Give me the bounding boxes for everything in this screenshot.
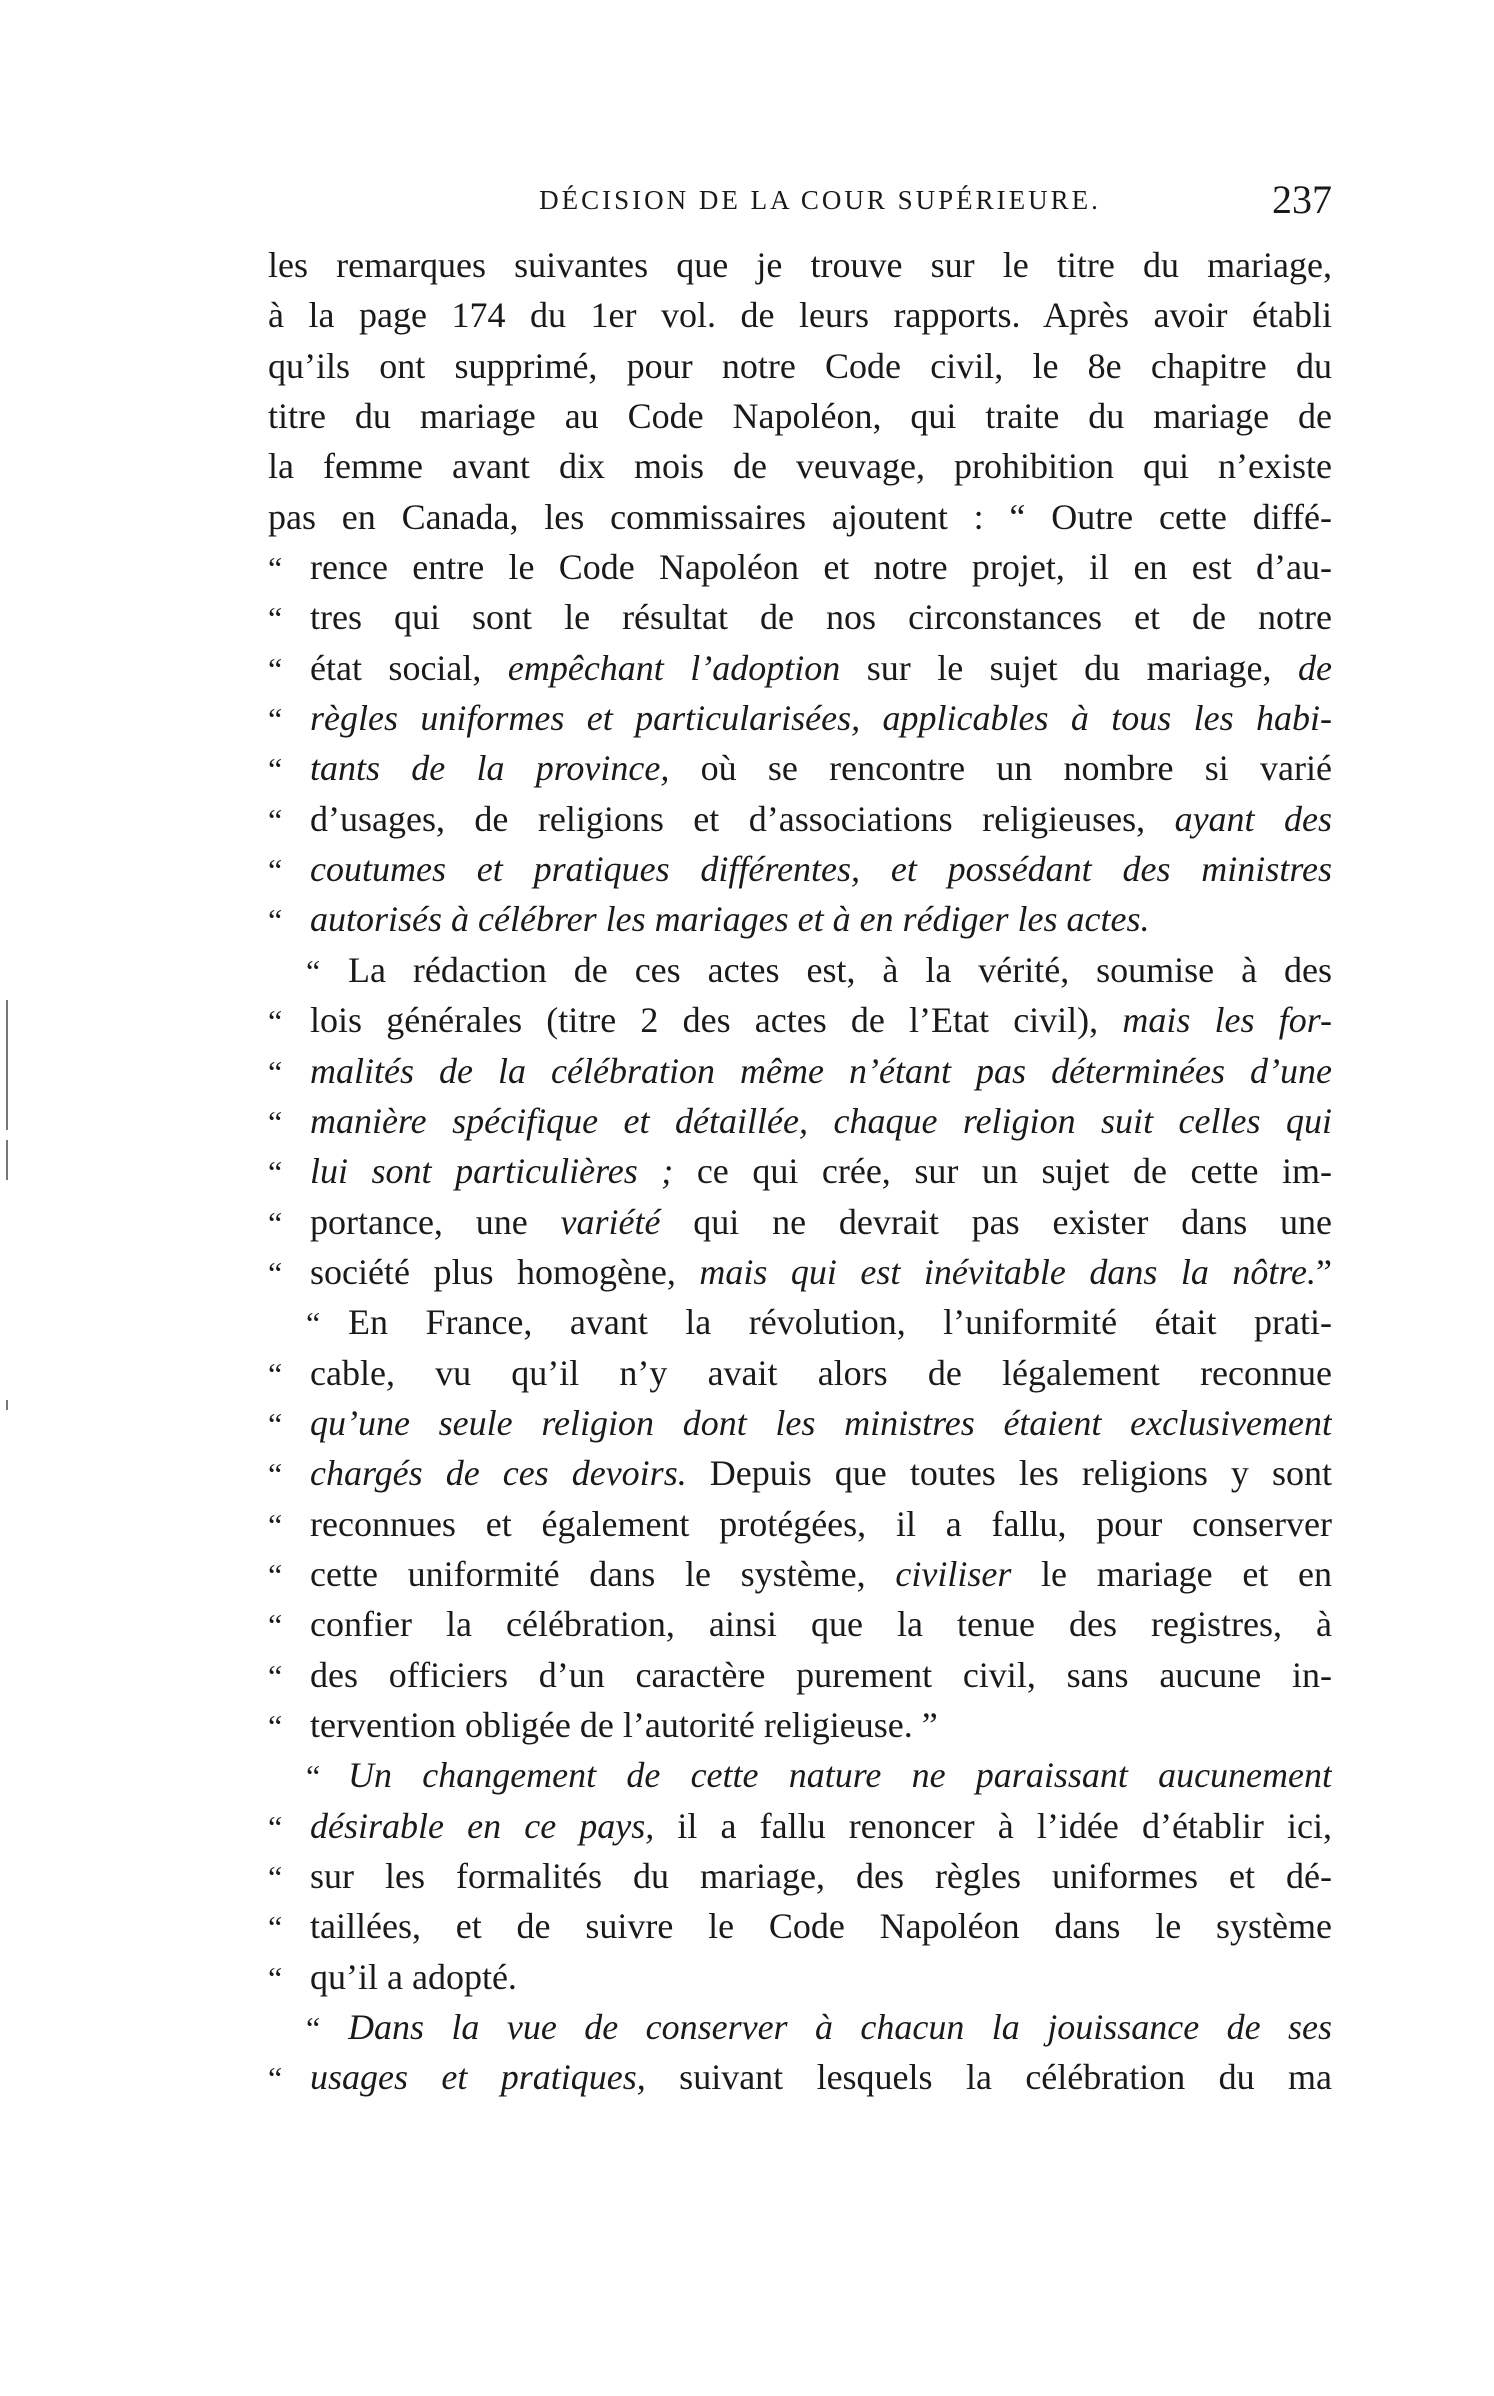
- text-segment: cette uniformité dans le système,: [310, 1553, 896, 1594]
- text-line: [268, 1750, 1332, 1800]
- text-segment: les remarques suivantes que je trouve sur le titre du mariage,: [268, 245, 1332, 285]
- line-text: [310, 1952, 1332, 2002]
- line-text: [310, 1499, 1332, 1549]
- line-text: [310, 1096, 1332, 1146]
- page-header: [268, 178, 1332, 222]
- text-line: [268, 743, 1332, 793]
- text-line: [268, 1599, 1332, 1649]
- line-text: [310, 1348, 1332, 1398]
- text-line: [268, 1348, 1332, 1398]
- text-segment: société plus homogène,: [310, 1251, 700, 1292]
- line-text: [310, 743, 1332, 793]
- line-text: [348, 2002, 1332, 2052]
- quote-mark: “: [268, 1859, 283, 1895]
- quote-mark: “: [268, 1456, 283, 1493]
- line-text: [268, 341, 1332, 391]
- quote-mark: “: [268, 2060, 283, 2097]
- italic-segment: Dans la vue de conserver à chacun la jouissance de ses: [348, 2007, 1332, 2048]
- quote-mark: “: [268, 1355, 283, 1392]
- italic-segment: règles uniformes et particularisées, applicables à tous les habi-: [310, 698, 1332, 739]
- running-head: DÉCISION DE LA COUR SUPÉRIEURE.: [539, 185, 1101, 215]
- text-line: [268, 894, 1332, 944]
- text-segment: qu’ils ont supprimé, pour notre Code civil, le 8e chapitre du: [268, 345, 1332, 386]
- text-line: [268, 945, 1332, 995]
- italic-segment: mais qui est inévitable dans la nôtre.: [699, 1251, 1317, 1292]
- quote-mark: “: [268, 1154, 283, 1191]
- quote-mark: “: [268, 1053, 283, 1090]
- italic-segment: mais les for-: [1122, 1000, 1332, 1041]
- italic-segment: lui sont particulières ;: [310, 1151, 674, 1192]
- line-text: [310, 1046, 1332, 1096]
- quote-mark: “: [268, 550, 283, 587]
- quote-mark: “: [268, 1959, 283, 1996]
- text-line: [268, 1650, 1332, 1700]
- italic-segment: variété: [560, 1201, 661, 1242]
- quote-mark: “: [268, 1607, 283, 1644]
- line-text: [310, 794, 1332, 844]
- italic-segment: manière spécifique et détaillée, chaque religion suit celles qui: [310, 1100, 1332, 1141]
- text-segment: état social,: [310, 647, 508, 688]
- line-text: [310, 1801, 1332, 1851]
- text-segment: portance, une: [310, 1201, 561, 1242]
- quote-mark: “: [306, 1305, 321, 1342]
- quote-mark: “: [306, 2010, 321, 2047]
- page-number: 237: [1272, 177, 1332, 222]
- text-segment: d’usages, de religions et d’associations religieuses,: [310, 798, 1175, 839]
- text-segment: Depuis que toutes les religions y sont: [686, 1453, 1332, 1494]
- line-text: [348, 1297, 1332, 1347]
- text-line: [268, 1549, 1332, 1599]
- line-text: [310, 1398, 1332, 1448]
- scan-margin-marks: [0, 0, 20, 2396]
- italic-segment: civiliser: [895, 1553, 1012, 1594]
- quote-mark: “: [268, 801, 283, 838]
- line-text: [310, 1700, 1332, 1750]
- text-segment: cable, vu qu’il n’y avait alors de légalement reconnue: [310, 1352, 1332, 1393]
- text-line: [268, 2052, 1332, 2102]
- quote-mark: “: [268, 1707, 283, 1744]
- text-segment: sur le sujet du mariage,: [840, 647, 1299, 688]
- quote-mark: “: [268, 1556, 283, 1593]
- text-segment: ”: [1316, 1251, 1332, 1292]
- italic-segment: Un changement de cette nature ne paraissant aucunement: [348, 1755, 1332, 1796]
- line-text: [268, 240, 1332, 290]
- text-line: [268, 1197, 1332, 1247]
- line-text: [310, 894, 1332, 944]
- italic-segment: usages et pratiques,: [310, 2057, 646, 2098]
- text-segment: titre du mariage au Code Napoléon, qui traite du mariage de: [268, 396, 1332, 437]
- line-text: [310, 693, 1332, 743]
- line-text: [268, 441, 1332, 491]
- italic-segment: malités de la célébration même n’étant pas déterminées d’une: [310, 1050, 1332, 1091]
- text-segment: il a fallu renoncer à l’idée d’établir ici,: [654, 1805, 1332, 1846]
- quote-mark: “: [268, 650, 283, 687]
- text-segment: qui ne devrait pas exister dans une: [660, 1201, 1332, 1242]
- line-text: [310, 844, 1332, 894]
- line-text: [310, 542, 1332, 592]
- text-line: [268, 1801, 1332, 1851]
- line-text: [310, 643, 1332, 693]
- text-line: [268, 2002, 1332, 2052]
- quote-mark: “: [268, 1506, 283, 1543]
- text-segment: la femme avant dix mois de veuvage, prohibition qui n’existe: [268, 446, 1332, 487]
- italic-segment: désirable en ce pays,: [310, 1805, 655, 1846]
- quote-mark: “: [268, 1254, 283, 1291]
- line-text: [268, 290, 1332, 340]
- text-line: [268, 240, 1332, 290]
- text-line: [268, 1096, 1332, 1146]
- quote-mark: “: [268, 1204, 283, 1241]
- text-segment: pas en Canada, les commissaires ajoutent : “ Outre cette diffé-: [268, 496, 1332, 537]
- text-segment: qu’il a adopté.: [310, 1956, 517, 1997]
- line-text: [310, 592, 1332, 642]
- line-text: [348, 945, 1332, 995]
- text-segment: où se rencontre un nombre si varié: [669, 748, 1332, 789]
- quote-mark: “: [268, 1909, 283, 1946]
- quote-mark: “: [306, 952, 321, 989]
- text-segment: tres qui sont le résultat de nos circonstances et de notre: [310, 597, 1332, 638]
- line-text: [310, 1448, 1332, 1498]
- text-line: [268, 441, 1332, 491]
- text-line: [268, 341, 1332, 391]
- line-text: [310, 2052, 1332, 2102]
- text-segment: lois générales (titre 2 des actes de l’Etat civil),: [310, 1000, 1123, 1041]
- text-line: [268, 1952, 1332, 2002]
- text-segment: à la page 174 du 1er vol. de leurs rapports. Après avoir établi: [268, 295, 1332, 336]
- text-segment: des officiers d’un caractère purement civil, sans aucune in-: [310, 1654, 1332, 1695]
- italic-segment: chargés de ces devoirs.: [310, 1453, 687, 1494]
- text-segment: En France, avant la révolution, l’uniformité était prati-: [348, 1302, 1332, 1343]
- text-segment: taillées, et de suivre le Code Napoléon dans le système: [310, 1906, 1332, 1947]
- text-line: [268, 391, 1332, 441]
- line-text: [268, 492, 1332, 542]
- quote-mark: “: [268, 1808, 283, 1845]
- quote-mark: “: [268, 1657, 283, 1694]
- italic-segment: de: [1298, 647, 1332, 688]
- line-text: [310, 1901, 1332, 1951]
- text-segment: La rédaction de ces actes est, à la vérité, soumise à des: [348, 949, 1332, 990]
- text-segment: le mariage et en: [1011, 1553, 1332, 1594]
- quote-mark: “: [306, 1758, 321, 1795]
- text-line: [268, 1146, 1332, 1196]
- text-line: [268, 643, 1332, 693]
- text-line: [268, 1247, 1332, 1297]
- line-text: [310, 1247, 1332, 1297]
- italic-segment: empêchant l’adoption: [507, 647, 841, 688]
- text-line: [268, 492, 1332, 542]
- text-line: [268, 794, 1332, 844]
- text-line: [268, 542, 1332, 592]
- text-line: [268, 592, 1332, 642]
- text-segment: sur les formalités du mariage, des règles uniformes et dé-: [310, 1856, 1332, 1896]
- text-line: [268, 1046, 1332, 1096]
- line-text: [348, 1750, 1332, 1800]
- line-text: [310, 1599, 1332, 1649]
- text-line: [268, 1297, 1332, 1347]
- italic-segment: qu’une seule religion dont les ministres étaient exclusivement: [310, 1402, 1332, 1443]
- text-line: [268, 1398, 1332, 1448]
- text-segment: tervention obligée de l’autorité religieuse. ”: [310, 1704, 938, 1745]
- italic-segment: coutumes et pratiques différentes, et possédant des ministres: [310, 849, 1332, 890]
- text-segment: confier la célébration, ainsi que la tenue des registres, à: [310, 1604, 1332, 1645]
- quote-mark: “: [268, 1003, 283, 1040]
- text-line: [268, 1700, 1332, 1750]
- text-line: [268, 1499, 1332, 1549]
- text-segment: suivant lesquels la célébration du ma: [645, 2057, 1332, 2098]
- quote-mark: “: [268, 751, 283, 788]
- text-segment: ce qui crée, sur un sujet de cette im-: [673, 1151, 1332, 1192]
- quote-mark: “: [268, 852, 283, 889]
- text-line: [268, 1448, 1332, 1498]
- italic-segment: ayant des: [1174, 798, 1332, 839]
- line-text: [310, 1851, 1332, 1901]
- text-line: [268, 290, 1332, 340]
- quote-mark: “: [268, 600, 283, 637]
- line-text: [310, 1549, 1332, 1599]
- body-text: [268, 240, 1332, 2103]
- text-segment: reconnues et également protégées, il a fallu, pour conserver: [310, 1503, 1332, 1544]
- line-text: [310, 1197, 1332, 1247]
- text-line: [268, 1851, 1332, 1901]
- line-text: [310, 995, 1332, 1045]
- quote-mark: “: [268, 1103, 283, 1140]
- text-line: [268, 693, 1332, 743]
- line-text: [268, 391, 1332, 441]
- text-line: [268, 995, 1332, 1045]
- text-segment: rence entre le Code Napoléon et notre projet, il en est d’au-: [310, 547, 1332, 588]
- quote-mark: “: [268, 701, 283, 738]
- text-line: [268, 1901, 1332, 1951]
- italic-segment: tants de la province,: [310, 748, 670, 789]
- line-text: [310, 1650, 1332, 1700]
- text-line: [268, 844, 1332, 894]
- quote-mark: “: [268, 902, 283, 939]
- quote-mark: “: [268, 1405, 283, 1442]
- line-text: [310, 1146, 1332, 1196]
- italic-segment: autorisés à célébrer les mariages et à en rédiger les actes.: [310, 899, 1150, 940]
